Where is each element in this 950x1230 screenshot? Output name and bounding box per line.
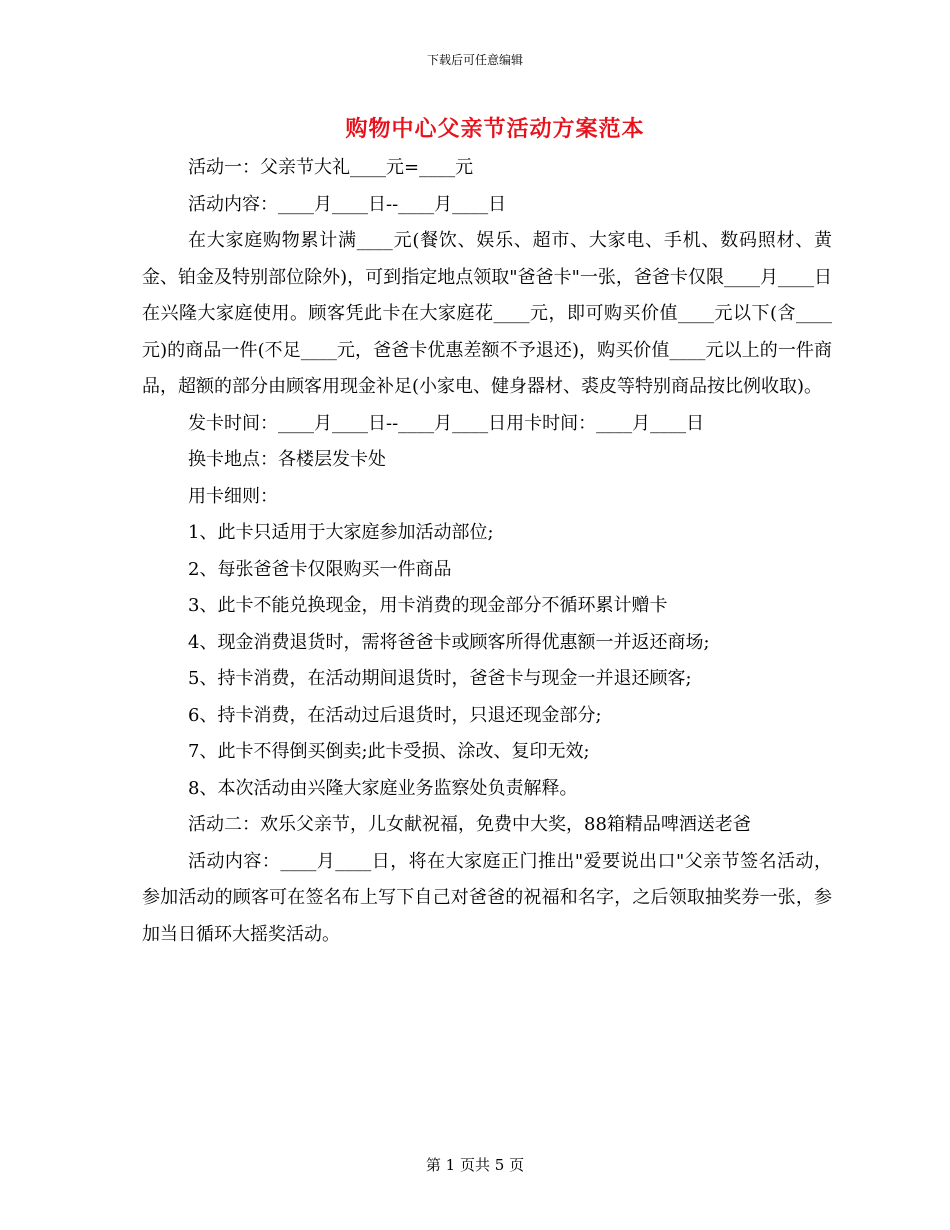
header-note: 下载后可任意编辑 [426,53,523,67]
paragraph-activity-one-dates: 活动内容：____月____日--____月____日 [188,193,507,215]
paragraph-activity-two-details: 活动内容：____月____日，将在大家庭正门推出"爱要说出口"父亲节签名活动，参加活动的顾客可在签名布上写下自己对爸爸的祝福和名字，之后领取抽奖券一张，参加当日循环大摇奖活动。 [142,850,832,945]
page-number: 第 1 页共 5 页 [425,1156,525,1174]
rule-item: 8、本次活动由兴隆大家庭业务监察处负责解释。 [188,777,578,799]
paragraph-activity-one: 活动一：父亲节大礼____元=____元 [188,157,474,178]
document-title: 购物中心父亲节活动方案范本 [345,116,645,142]
paragraph-card-times: 发卡时间：____月____日--____月____日用卡时间：____月____日 [188,412,705,434]
document-body [142,150,832,953]
rule-item: 1、此卡只适用于大家庭参加活动部位; [188,522,494,543]
rule-item: 4、现金消费退货时，需将爸爸卡或顾客所得优惠额一并返还商场; [188,631,710,653]
paragraph-activity-one-details: 在大家庭购物累计满____元(餐饮、娱乐、超市、大家电、手机、数码照材、黄金、铂金及特别部位除外)，可到指定地点领取"爸爸卡"一张，爸爸卡仅限____月____日在兴隆大家庭使用。顾客凭此卡在大家庭花____元，即可购买价值____元以下(含____元)的商品一件(不足____元，爸爸卡优惠差额不予退还)，购买价值____元以上的一件商品，超额的部分由顾客用现金补足(小家电、健身器材、裘皮等特别商品按比例收取)。 [142,230,832,397]
paragraph-rules-heading: 用卡细则： [188,485,278,507]
rule-item: 2、每张爸爸卡仅限购买一件商品 [188,558,452,580]
rule-item: 6、持卡消费，在活动过后退货时，只退还现金部分; [188,704,602,726]
paragraph-activity-two: 活动二：欢乐父亲节，儿女献祝福，免费中大奖，88箱精品啤酒送老爸 [188,814,751,835]
rule-item: 3、此卡不能兑换现金，用卡消费的现金部分不循环累计赠卡 [188,595,668,616]
rule-item: 5、持卡消费，在活动期间退货时，爸爸卡与现金一并退还顾客; [188,668,692,689]
rule-item: 7、此卡不得倒买倒卖;此卡受损、涂改、复印无效; [188,741,590,762]
paragraph-exchange-location: 换卡地点：各楼层发卡处 [188,449,386,470]
